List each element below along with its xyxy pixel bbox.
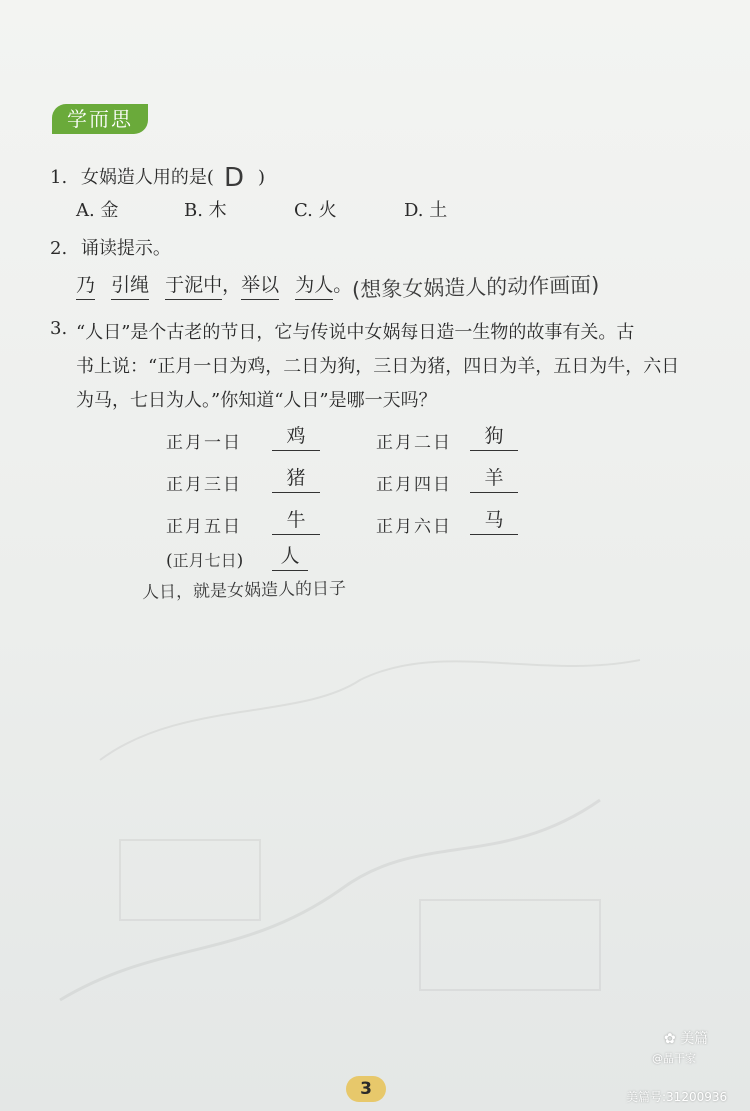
brand-logo-icon: ✿ bbox=[664, 1031, 676, 1047]
recite-segment: 于泥中 bbox=[165, 270, 222, 300]
question-3-line-2: 书上说：“正月一日为鸡，二日为狗，三日为猪，四日为羊，五日为牛，六日 bbox=[76, 356, 680, 377]
question-3-number: 3. bbox=[50, 318, 68, 339]
recite-segment: 引绳 bbox=[111, 270, 149, 300]
option-a: A. 金 bbox=[76, 200, 119, 221]
table-day: 正月二日 bbox=[376, 433, 452, 453]
question-1-close: ) bbox=[257, 167, 266, 188]
table-answer: 鸡 bbox=[272, 422, 320, 451]
question-1-number: 1. bbox=[50, 167, 68, 188]
recite-punct: ， bbox=[222, 274, 242, 296]
watermark-brand-text: 美篇 bbox=[680, 1031, 709, 1047]
paren-open: ( bbox=[166, 551, 173, 571]
bleed-through-illustration bbox=[40, 640, 680, 1040]
question-1 bbox=[50, 160, 266, 193]
recitation-line bbox=[76, 270, 352, 300]
table-day: 正月四日 bbox=[376, 475, 452, 495]
question-1-answer: D bbox=[223, 163, 244, 193]
option-b: B. 木 bbox=[184, 200, 227, 221]
question-3-line-3: 为马，七日为人。”你知道“人日”是哪一天吗？ bbox=[76, 390, 437, 411]
handwritten-day: 正月七日 bbox=[172, 551, 237, 570]
question-2 bbox=[50, 234, 171, 260]
table-day: 正月三日 bbox=[166, 475, 242, 495]
page-number: 3 bbox=[346, 1076, 386, 1102]
table-answer: 狗 bbox=[470, 422, 518, 451]
option-d: D. 土 bbox=[404, 200, 448, 221]
handwritten-note-q3: 人日，就是女娲造人的日子 bbox=[141, 578, 347, 603]
question-1-stem: 女娲造人用的是( bbox=[80, 167, 214, 188]
table-answer: 牛 bbox=[272, 506, 320, 535]
paren-close: ) bbox=[236, 551, 244, 571]
option-c: C. 火 bbox=[294, 200, 337, 221]
table-answer: 马 bbox=[470, 506, 518, 535]
recite-segment: 为人 bbox=[295, 270, 333, 300]
question-3-line-1: “人日”是个古老的节日，它与传说中女娲每日造一生物的故事有关。古 bbox=[76, 322, 635, 343]
section-badge: 学而思 bbox=[52, 104, 148, 134]
recite-segment: 举以 bbox=[241, 270, 279, 300]
table-day: 正月五日 bbox=[166, 517, 242, 537]
watermark-brand bbox=[664, 1028, 708, 1048]
table-answer: 羊 bbox=[470, 464, 518, 493]
table-day-filled bbox=[166, 548, 243, 571]
table-day: 正月一日 bbox=[166, 433, 242, 453]
watermark-id: 美篇号:31200936 bbox=[626, 1090, 728, 1104]
question-2-stem: 诵读提示。 bbox=[80, 238, 171, 259]
handwritten-note-q2: (想象女娲造人的动作画面) bbox=[351, 272, 600, 302]
recite-segment: 乃 bbox=[76, 270, 95, 300]
question-2-number: 2. bbox=[50, 238, 68, 259]
watermark-author: @晶干家 bbox=[652, 1052, 696, 1065]
table-answer: 猪 bbox=[272, 464, 320, 493]
table-answer: 人 bbox=[272, 542, 308, 571]
recite-punct: 。 bbox=[333, 274, 353, 296]
table-day: 正月六日 bbox=[376, 517, 452, 537]
